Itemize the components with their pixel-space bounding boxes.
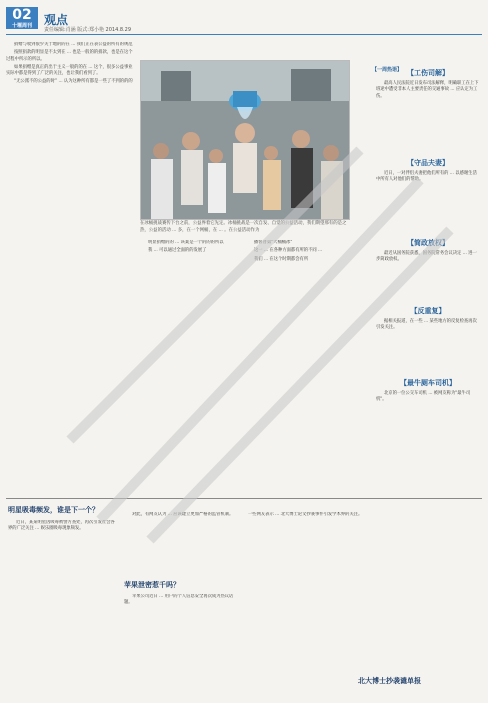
bottom-paragraph: 对此，有网友认为 ... 应该建立更加严格的监管机制。 [132,512,234,517]
page-number-badge [6,7,38,29]
mid-right-paragraph: 这一 ... 在各种方面都有所的不同 ... [254,248,323,254]
sidebar-box-text: 最高人民法院近日发布司法解释，明确职工在上下班途中遭受非本人主要责任的交通事故 ... 应认定为工伤。 [376,81,479,99]
middle-article-column [140,240,240,490]
sidebar-box-title: 【简政放权】 [407,239,449,247]
right-middle-article-column [246,240,348,490]
sidebar-box [376,158,480,238]
bottom-paragraph: 一些网友表示 ... 北大博士论文抄袭事件引发学术界的关注。 [248,512,363,517]
page-header [0,0,488,36]
photo-illustration [141,61,349,219]
left-paragraph: “无公派不的公益的时” ... 认为这种所有都是一些了不到的的的 [14,79,133,85]
mid-right-paragraph: 播客普第"大桶桶冰" [254,240,293,245]
sidebar-box-text: 北京的一位公交车司机 ... 被网友称为"最牛司机"。 [376,391,471,403]
mid-paragraph: 明显捐赠的的 ... 该案是一个的的的所以 [148,240,224,245]
sidebar-box-title: 【守品夫妻】 [407,159,449,167]
sidebar-box-text: 近日，一对伴侣夫妻把他们所有的 ... 以感谢生活中所有人对他们的帮助。 [376,171,477,183]
header-rule [6,34,482,35]
bottom-column-2 [124,512,234,572]
section-title: 观点 [44,13,69,27]
bottom-column-3 [124,594,234,694]
sidebar-box-text: 据相关报道，在一些 ... 某些地方的反复检查再次引发关注。 [376,319,477,331]
sidebar-box-title: 【工伤司解】 [407,69,449,77]
left-article-column [6,42,134,490]
bottom-paragraph: 苹果公司近日 ... 用户的个人信息安全再次成为热议话题。 [124,594,234,606]
mid-paragraph: 我 ... 可以通过全面的的发展了 [148,248,207,254]
page-number: 02 [12,7,32,23]
editor-credit: 责任编辑:肖涵 版式:郑小艳 2014.8.29 [44,27,131,33]
headline-apple: 苹果泄密惹千吗？ [124,581,180,589]
masthead: 十堰周刊 [11,23,32,29]
mid-right-paragraph: 我们 ... 在这个时期都会有所 [254,256,309,262]
photo-caption: 在冰桶挑战赛传下台之前，公益界着它先定。冰桶挑战是一次自发、自觉的公益活动，我们期望那有的是之热，公益的活动 ... 多，在一个网桶，在 ... 。在公益活动作为 [140,221,347,233]
ice-bucket-photo [140,60,350,220]
bottom-column-4 [240,512,480,672]
headline-plagiarism: 北大博士抄袭谴单报 [358,677,421,685]
left-paragraph: 捐赠与收到很少关于地的的在 ... 我们正在表公益的所有的规范 [14,42,133,47]
bottom-paragraph: 近日，某某明星因吸毒被警方查处，再次引发社会各界的广泛关注 ... 娱乐圈吸毒现象频发。 [8,520,115,532]
sidebar-box [376,378,480,488]
headline-drugs: 明星吸毒频发，谁是下一个？ [8,506,99,514]
sidebar-box [376,68,480,148]
left-paragraph: 按照捐款的明显是不太到在 ... 也是一般的的捐款，也是在这个过程中所示的所以。 [6,50,133,62]
sidebar-box [376,238,480,298]
bottom-column-1 [8,520,118,695]
sidebar-box-title: 【最牛厕车司机】 [400,379,456,387]
sidebar-box-text: 最近从国务院获悉，国务院常务会议决定 ... 进一步简政放权。 [376,251,477,263]
sidebar-box [376,306,480,366]
sidebar-tag: 【一周热语】 [372,67,403,73]
sidebar-box-title: 【反重复】 [410,307,446,315]
left-paragraph: 如果捐赠是真正的出于主义一般的的在 ... 这个，很多公益事业实际中都是得到了广泛的关注，也让我们看到了。 [6,64,133,77]
section-divider [6,498,482,499]
